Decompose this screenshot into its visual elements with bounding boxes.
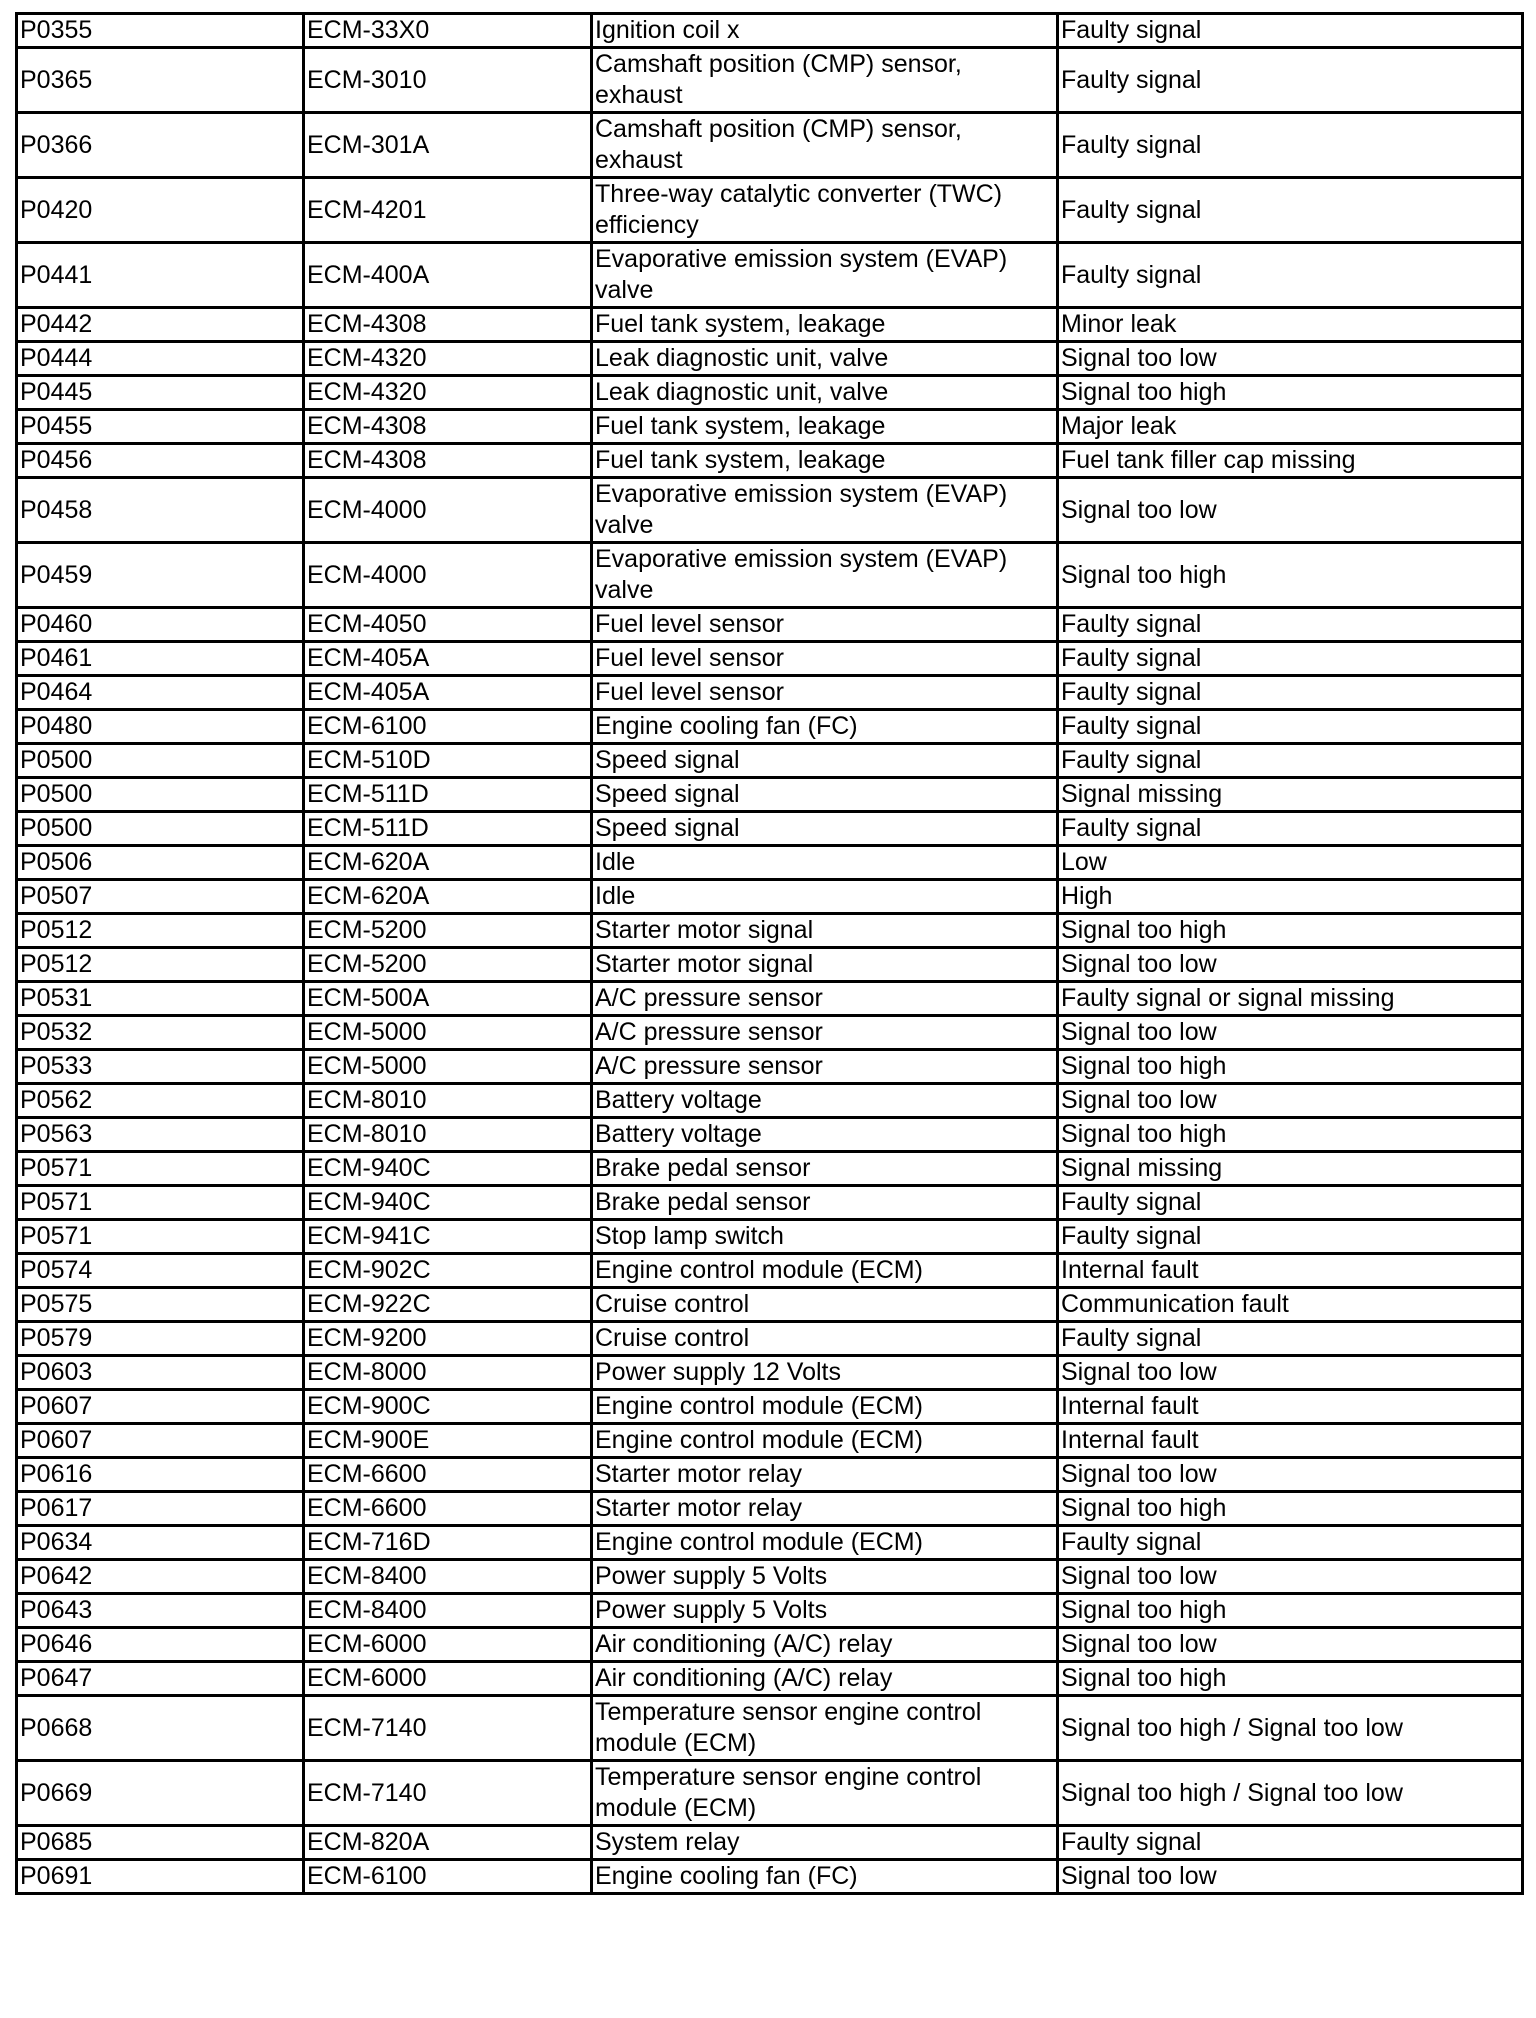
ecm-code-cell: ECM-5000 (304, 1016, 592, 1050)
table-row (17, 1152, 1523, 1186)
dtc-code-cell: P0646 (17, 1628, 304, 1662)
fault-description-cell: Signal too low (1058, 1458, 1523, 1492)
fault-description-cell: Signal too low (1058, 1356, 1523, 1390)
ecm-code-cell: ECM-941C (304, 1220, 592, 1254)
table-row (17, 1424, 1523, 1458)
ecm-code-cell: ECM-902C (304, 1254, 592, 1288)
ecm-code-cell: ECM-8010 (304, 1084, 592, 1118)
fault-description-cell: Signal too high (1058, 914, 1523, 948)
ecm-code-cell: ECM-7140 (304, 1761, 592, 1826)
component-cell: Starter motor signal (592, 914, 1058, 948)
fault-description-cell: Faulty signal (1058, 812, 1523, 846)
table-row (17, 1186, 1523, 1220)
table-row (17, 1458, 1523, 1492)
component-cell: Speed signal (592, 744, 1058, 778)
ecm-code-cell: ECM-4000 (304, 478, 592, 543)
ecm-code-cell: ECM-4308 (304, 308, 592, 342)
ecm-code-cell: ECM-6000 (304, 1628, 592, 1662)
dtc-code-cell: P0531 (17, 982, 304, 1016)
ecm-code-cell: ECM-7140 (304, 1696, 592, 1761)
component-cell: Ignition coil x (592, 14, 1058, 48)
ecm-code-cell: ECM-6600 (304, 1458, 592, 1492)
dtc-code-cell: P0574 (17, 1254, 304, 1288)
component-cell: A/C pressure sensor (592, 1050, 1058, 1084)
table-row (17, 543, 1523, 608)
dtc-code-cell: P0685 (17, 1826, 304, 1860)
ecm-code-cell: ECM-8010 (304, 1118, 592, 1152)
ecm-code-cell: ECM-4320 (304, 342, 592, 376)
dtc-code-cell: P0456 (17, 444, 304, 478)
fault-description-cell: Signal too low (1058, 342, 1523, 376)
table-row (17, 1696, 1523, 1761)
component-cell: Cruise control (592, 1322, 1058, 1356)
ecm-code-cell: ECM-500A (304, 982, 592, 1016)
ecm-code-cell: ECM-4320 (304, 376, 592, 410)
table-row (17, 1050, 1523, 1084)
fault-description-cell: Signal too high (1058, 376, 1523, 410)
component-cell: Engine control module (ECM) (592, 1390, 1058, 1424)
table-row (17, 710, 1523, 744)
component-cell: Battery voltage (592, 1118, 1058, 1152)
ecm-code-cell: ECM-4201 (304, 178, 592, 243)
fault-description-cell: Faulty signal (1058, 1526, 1523, 1560)
table-row (17, 410, 1523, 444)
table-row (17, 982, 1523, 1016)
component-cell: Three-way catalytic converter (TWC) efficiency (592, 178, 1058, 243)
table-row (17, 642, 1523, 676)
component-cell: Speed signal (592, 778, 1058, 812)
fault-description-cell: Signal too high (1058, 1594, 1523, 1628)
ecm-code-cell: ECM-6100 (304, 710, 592, 744)
table-row (17, 48, 1523, 113)
component-cell: Fuel level sensor (592, 642, 1058, 676)
ecm-code-cell: ECM-5200 (304, 914, 592, 948)
fault-description-cell: Faulty signal (1058, 1220, 1523, 1254)
dtc-code-cell: P0643 (17, 1594, 304, 1628)
table-row (17, 1526, 1523, 1560)
fault-description-cell: Internal fault (1058, 1424, 1523, 1458)
component-cell: Engine control module (ECM) (592, 1424, 1058, 1458)
table-row (17, 444, 1523, 478)
ecm-code-cell: ECM-900C (304, 1390, 592, 1424)
ecm-code-cell: ECM-620A (304, 880, 592, 914)
ecm-code-cell: ECM-405A (304, 642, 592, 676)
fault-description-cell: Faulty signal (1058, 178, 1523, 243)
fault-description-cell: Signal missing (1058, 778, 1523, 812)
fault-description-cell: Faulty signal (1058, 14, 1523, 48)
component-cell: Brake pedal sensor (592, 1152, 1058, 1186)
dtc-code-cell: P0571 (17, 1220, 304, 1254)
ecm-code-cell: ECM-4308 (304, 444, 592, 478)
dtc-code-cell: P0647 (17, 1662, 304, 1696)
component-cell: Engine control module (ECM) (592, 1526, 1058, 1560)
dtc-code-cell: P0607 (17, 1424, 304, 1458)
dtc-code-cell: P0575 (17, 1288, 304, 1322)
component-cell: Power supply 5 Volts (592, 1560, 1058, 1594)
dtc-table-body (17, 14, 1523, 1894)
dtc-code-cell: P0500 (17, 744, 304, 778)
table-row (17, 1254, 1523, 1288)
component-cell: Starter motor relay (592, 1492, 1058, 1526)
dtc-code-cell: P0464 (17, 676, 304, 710)
dtc-code-cell: P0563 (17, 1118, 304, 1152)
table-row (17, 1016, 1523, 1050)
dtc-code-cell: P0512 (17, 914, 304, 948)
ecm-code-cell: ECM-301A (304, 113, 592, 178)
component-cell: A/C pressure sensor (592, 1016, 1058, 1050)
table-row (17, 1288, 1523, 1322)
component-cell: Battery voltage (592, 1084, 1058, 1118)
dtc-code-cell: P0533 (17, 1050, 304, 1084)
dtc-code-cell: P0507 (17, 880, 304, 914)
dtc-code-cell: P0366 (17, 113, 304, 178)
table-row (17, 178, 1523, 243)
fault-description-cell: Faulty signal (1058, 48, 1523, 113)
component-cell: Brake pedal sensor (592, 1186, 1058, 1220)
component-cell: Evaporative emission system (EVAP) valve (592, 478, 1058, 543)
component-cell: Camshaft position (CMP) sensor, exhaust (592, 48, 1058, 113)
table-row (17, 1322, 1523, 1356)
table-row (17, 1390, 1523, 1424)
dtc-code-cell: P0458 (17, 478, 304, 543)
ecm-code-cell: ECM-5200 (304, 948, 592, 982)
dtc-code-cell: P0461 (17, 642, 304, 676)
dtc-code-cell: P0603 (17, 1356, 304, 1390)
component-cell: Stop lamp switch (592, 1220, 1058, 1254)
fault-description-cell: Faulty signal (1058, 1322, 1523, 1356)
table-row (17, 948, 1523, 982)
component-cell: Evaporative emission system (EVAP) valve (592, 543, 1058, 608)
dtc-code-cell: P0445 (17, 376, 304, 410)
fault-description-cell: Fuel tank filler cap missing (1058, 444, 1523, 478)
component-cell: Fuel level sensor (592, 608, 1058, 642)
fault-description-cell: Faulty signal (1058, 676, 1523, 710)
ecm-code-cell: ECM-900E (304, 1424, 592, 1458)
fault-description-cell: Faulty signal (1058, 608, 1523, 642)
fault-description-cell: Signal too low (1058, 1016, 1523, 1050)
fault-description-cell: Signal too high (1058, 1118, 1523, 1152)
component-cell: Engine cooling fan (FC) (592, 710, 1058, 744)
fault-description-cell: Faulty signal (1058, 1826, 1523, 1860)
component-cell: Idle (592, 880, 1058, 914)
ecm-code-cell: ECM-510D (304, 744, 592, 778)
table-row (17, 1356, 1523, 1390)
fault-description-cell: Faulty signal (1058, 710, 1523, 744)
fault-description-cell: Minor leak (1058, 308, 1523, 342)
table-row (17, 778, 1523, 812)
table-row (17, 812, 1523, 846)
ecm-code-cell: ECM-5000 (304, 1050, 592, 1084)
ecm-code-cell: ECM-6100 (304, 1860, 592, 1894)
table-row (17, 478, 1523, 543)
dtc-table (15, 12, 1524, 1895)
dtc-code-cell: P0634 (17, 1526, 304, 1560)
ecm-code-cell: ECM-6600 (304, 1492, 592, 1526)
component-cell: Power supply 12 Volts (592, 1356, 1058, 1390)
ecm-code-cell: ECM-4050 (304, 608, 592, 642)
component-cell: Temperature sensor engine control module (ECM) (592, 1696, 1058, 1761)
fault-description-cell: Internal fault (1058, 1390, 1523, 1424)
dtc-code-cell: P0459 (17, 543, 304, 608)
fault-description-cell: Faulty signal (1058, 243, 1523, 308)
fault-description-cell: Faulty signal (1058, 113, 1523, 178)
dtc-code-cell: P0571 (17, 1152, 304, 1186)
table-row (17, 1761, 1523, 1826)
table-row (17, 744, 1523, 778)
fault-description-cell: Faulty signal (1058, 744, 1523, 778)
ecm-code-cell: ECM-9200 (304, 1322, 592, 1356)
dtc-code-cell: P0420 (17, 178, 304, 243)
component-cell: Starter motor signal (592, 948, 1058, 982)
component-cell: Cruise control (592, 1288, 1058, 1322)
dtc-code-cell: P0691 (17, 1860, 304, 1894)
ecm-code-cell: ECM-6000 (304, 1662, 592, 1696)
component-cell: Fuel tank system, leakage (592, 444, 1058, 478)
ecm-code-cell: ECM-4308 (304, 410, 592, 444)
table-row (17, 1662, 1523, 1696)
fault-description-cell: Signal too high (1058, 1492, 1523, 1526)
table-row (17, 880, 1523, 914)
ecm-code-cell: ECM-3010 (304, 48, 592, 113)
fault-description-cell: Signal too low (1058, 1084, 1523, 1118)
ecm-code-cell: ECM-922C (304, 1288, 592, 1322)
dtc-code-cell: P0532 (17, 1016, 304, 1050)
component-cell: System relay (592, 1826, 1058, 1860)
table-row (17, 1826, 1523, 1860)
fault-description-cell: Internal fault (1058, 1254, 1523, 1288)
table-row (17, 14, 1523, 48)
component-cell: A/C pressure sensor (592, 982, 1058, 1016)
fault-description-cell: Signal too low (1058, 1860, 1523, 1894)
ecm-code-cell: ECM-511D (304, 812, 592, 846)
component-cell: Idle (592, 846, 1058, 880)
dtc-code-cell: P0455 (17, 410, 304, 444)
table-row (17, 113, 1523, 178)
ecm-code-cell: ECM-8400 (304, 1594, 592, 1628)
table-row (17, 1118, 1523, 1152)
dtc-code-cell: P0562 (17, 1084, 304, 1118)
fault-description-cell: Signal too high (1058, 543, 1523, 608)
table-row (17, 914, 1523, 948)
fault-description-cell: Signal missing (1058, 1152, 1523, 1186)
component-cell: Temperature sensor engine control module (ECM) (592, 1761, 1058, 1826)
table-row (17, 1594, 1523, 1628)
component-cell: Leak diagnostic unit, valve (592, 376, 1058, 410)
ecm-code-cell: ECM-820A (304, 1826, 592, 1860)
component-cell: Air conditioning (A/C) relay (592, 1662, 1058, 1696)
component-cell: Engine control module (ECM) (592, 1254, 1058, 1288)
component-cell: Leak diagnostic unit, valve (592, 342, 1058, 376)
component-cell: Power supply 5 Volts (592, 1594, 1058, 1628)
fault-description-cell: Faulty signal (1058, 642, 1523, 676)
ecm-code-cell: ECM-620A (304, 846, 592, 880)
ecm-code-cell: ECM-33X0 (304, 14, 592, 48)
dtc-code-cell: P0642 (17, 1560, 304, 1594)
fault-description-cell: Signal too high (1058, 1662, 1523, 1696)
ecm-code-cell: ECM-940C (304, 1152, 592, 1186)
ecm-code-cell: ECM-400A (304, 243, 592, 308)
table-row (17, 846, 1523, 880)
component-cell: Fuel tank system, leakage (592, 308, 1058, 342)
table-row (17, 1220, 1523, 1254)
fault-description-cell: Signal too low (1058, 1628, 1523, 1662)
component-cell: Camshaft position (CMP) sensor, exhaust (592, 113, 1058, 178)
ecm-code-cell: ECM-405A (304, 676, 592, 710)
table-row (17, 676, 1523, 710)
ecm-code-cell: ECM-940C (304, 1186, 592, 1220)
ecm-code-cell: ECM-8000 (304, 1356, 592, 1390)
fault-description-cell: Low (1058, 846, 1523, 880)
component-cell: Fuel tank system, leakage (592, 410, 1058, 444)
dtc-code-cell: P0668 (17, 1696, 304, 1761)
table-row (17, 1560, 1523, 1594)
component-cell: Air conditioning (A/C) relay (592, 1628, 1058, 1662)
table-row (17, 1628, 1523, 1662)
fault-description-cell: Signal too high / Signal too low (1058, 1696, 1523, 1761)
table-row (17, 1492, 1523, 1526)
component-cell: Evaporative emission system (EVAP) valve (592, 243, 1058, 308)
fault-description-cell: Faulty signal (1058, 1186, 1523, 1220)
fault-description-cell: Major leak (1058, 410, 1523, 444)
table-row (17, 342, 1523, 376)
dtc-code-cell: P0506 (17, 846, 304, 880)
fault-description-cell: Signal too low (1058, 948, 1523, 982)
dtc-code-cell: P0500 (17, 812, 304, 846)
fault-description-cell: Signal too low (1058, 478, 1523, 543)
ecm-code-cell: ECM-716D (304, 1526, 592, 1560)
dtc-code-cell: P0460 (17, 608, 304, 642)
dtc-code-cell: P0444 (17, 342, 304, 376)
fault-description-cell: Signal too low (1058, 1560, 1523, 1594)
dtc-code-cell: P0441 (17, 243, 304, 308)
fault-description-cell: Signal too high (1058, 1050, 1523, 1084)
fault-description-cell: High (1058, 880, 1523, 914)
dtc-code-cell: P0579 (17, 1322, 304, 1356)
dtc-code-cell: P0442 (17, 308, 304, 342)
component-cell: Engine cooling fan (FC) (592, 1860, 1058, 1894)
dtc-code-cell: P0617 (17, 1492, 304, 1526)
fault-description-cell: Faulty signal or signal missing (1058, 982, 1523, 1016)
table-row (17, 308, 1523, 342)
dtc-code-cell: P0480 (17, 710, 304, 744)
component-cell: Starter motor relay (592, 1458, 1058, 1492)
fault-description-cell: Communication fault (1058, 1288, 1523, 1322)
dtc-code-cell: P0616 (17, 1458, 304, 1492)
dtc-code-cell: P0512 (17, 948, 304, 982)
dtc-code-cell: P0571 (17, 1186, 304, 1220)
component-cell: Fuel level sensor (592, 676, 1058, 710)
ecm-code-cell: ECM-511D (304, 778, 592, 812)
ecm-code-cell: ECM-4000 (304, 543, 592, 608)
dtc-code-cell: P0607 (17, 1390, 304, 1424)
component-cell: Speed signal (592, 812, 1058, 846)
ecm-code-cell: ECM-8400 (304, 1560, 592, 1594)
dtc-code-cell: P0500 (17, 778, 304, 812)
table-row (17, 376, 1523, 410)
dtc-code-cell: P0669 (17, 1761, 304, 1826)
table-row (17, 243, 1523, 308)
table-row (17, 608, 1523, 642)
table-row (17, 1860, 1523, 1894)
dtc-code-cell: P0365 (17, 48, 304, 113)
table-row (17, 1084, 1523, 1118)
dtc-code-cell: P0355 (17, 14, 304, 48)
fault-description-cell: Signal too high / Signal too low (1058, 1761, 1523, 1826)
